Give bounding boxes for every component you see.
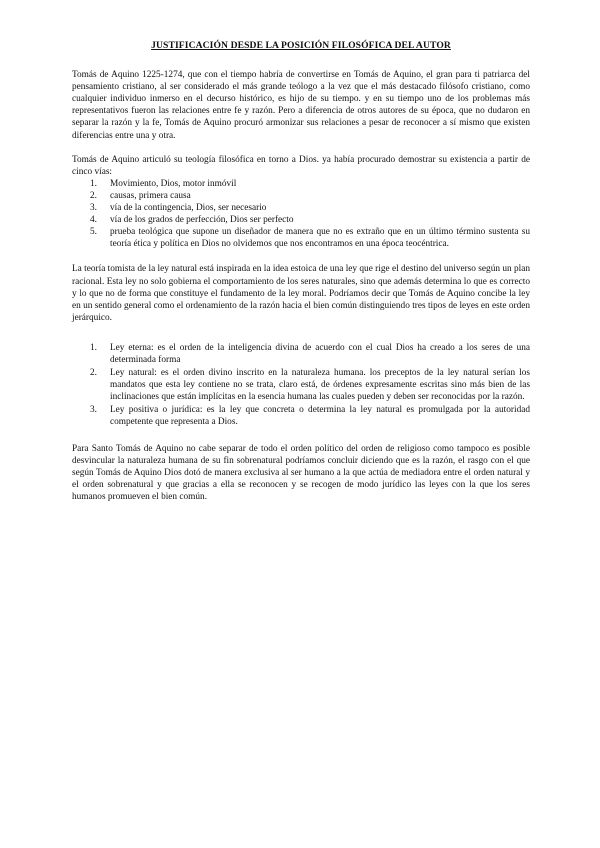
paragraph-natural-law: La teoría tomista de la ley natural está inspirada en la idea estoica de una ley que rige el destino del universo según un plan racional. Esta ley no solo gobierna el comportamiento de los seres naturales, sino que además determina lo que es correcto y lo que no de forma que constituye el fundamento de la ley moral. Podríamos decir que Tomás de Aquino concibe la ley en un sentido general como el ordenamiento de la razón hacia el bien común distinguiendo tres tipos de leyes en este orden jerárquico. xyxy=(72,264,530,323)
list-item xyxy=(72,214,530,226)
list-item xyxy=(72,226,530,250)
list-number: 1. xyxy=(90,178,97,189)
list-item-text: causas, primera causa xyxy=(110,190,191,201)
list-number: 2. xyxy=(90,190,97,201)
list-number: 3. xyxy=(90,203,97,214)
list-number: 5. xyxy=(90,227,97,238)
five-ways-list xyxy=(72,178,530,251)
list-item xyxy=(72,367,530,403)
list-item-text: Ley eterna: es el orden de la inteligencia divina de acuerdo con el cual Dios ha creado a los seres de una determinada forma xyxy=(110,342,530,365)
list-item-text: vía de la contingencia, Dios, ser necesario xyxy=(110,203,267,214)
list-number: 1. xyxy=(90,342,97,353)
paragraph-five-ways-intro: Tomás de Aquino articuló su teología filosófica en torno a Dios. ya había procurado demostrar su existencia a partir de cinco vías: xyxy=(72,154,530,177)
list-item-text: prueba teológica que supone un diseñador de manera que no es extraño que en un último término sustenta su teoría ética y política en Dios no olvidemos que nos encontramos en una época teocéntrica. xyxy=(110,227,530,250)
list-item xyxy=(72,190,530,202)
paragraph-intro: Tomás de Aquino 1225-1274, que con el tiempo habría de convertirse en Tomás de Aquino, el gran para ti patriarca del pensamiento cristiano, al ser considerado el más grande teólogo a la vez que el más destacado filósofo cristiano, como cualquier individuo inmerso en el decurso histórico, es hijo de su tiempo. y en su tiempo uno de los problemas más representativos fueron las relaciones entre fe y razón. Pero a diferencia de otros autores de su época, que no dudaron en separar la razón y la fe, Tomás de Aquino procuró armonizar sus relaciones a pesar de reconocer a sí mismo que existen diferencias entre una y otra. xyxy=(72,70,530,141)
list-item-text: vía de los grados de perfección, Dios ser perfecto xyxy=(110,215,294,226)
paragraph-conclusion: Para Santo Tomás de Aquino no cabe separar de todo el orden político del orden de religioso como tampoco es posible desvincular la naturaleza humana de su fin sobrenatural podríamos concluir diciendo que es la razón, el rasgo con el que según Tomás de Aquino Dios dotó de manera exclusiva al ser humano a la que actúa de mediadora entre el orden natural y el orden sobrenatural y que gracias a ella se reconocen y se recogen de modo jurídico las leyes con la que los seres humanos promueven el bien común. xyxy=(72,443,530,502)
list-item xyxy=(72,178,530,190)
document-title: JUSTIFICACIÓN DESDE LA POSICIÓN FILOSÓFICA DEL AUTOR xyxy=(151,40,451,51)
document-page xyxy=(72,40,530,503)
list-item-text: Ley positiva o jurídica: es la ley que concreta o determina la ley natural es promulgada por la autoridad competente que representa a Dios. xyxy=(110,405,530,428)
list-number: 2. xyxy=(90,368,97,379)
list-number: 4. xyxy=(90,215,97,226)
list-item xyxy=(72,342,530,366)
list-item-text: Movimiento, Dios, motor inmóvil xyxy=(110,178,237,189)
list-item xyxy=(72,202,530,214)
laws-list xyxy=(72,342,530,429)
list-item-text: Ley natural: es el orden divino inscrito en la naturaleza humana. los preceptos de la ley natural serían los mandatos que esta ley contiene no se trata, claro está, de órdenes expresamente escritas sino más bien de las inclinaciones que están implícitas en la esencia humana las cuales pueden y deben ser reconocidas por la razón. xyxy=(110,368,530,403)
list-item xyxy=(72,404,530,428)
list-number: 3. xyxy=(90,405,97,416)
